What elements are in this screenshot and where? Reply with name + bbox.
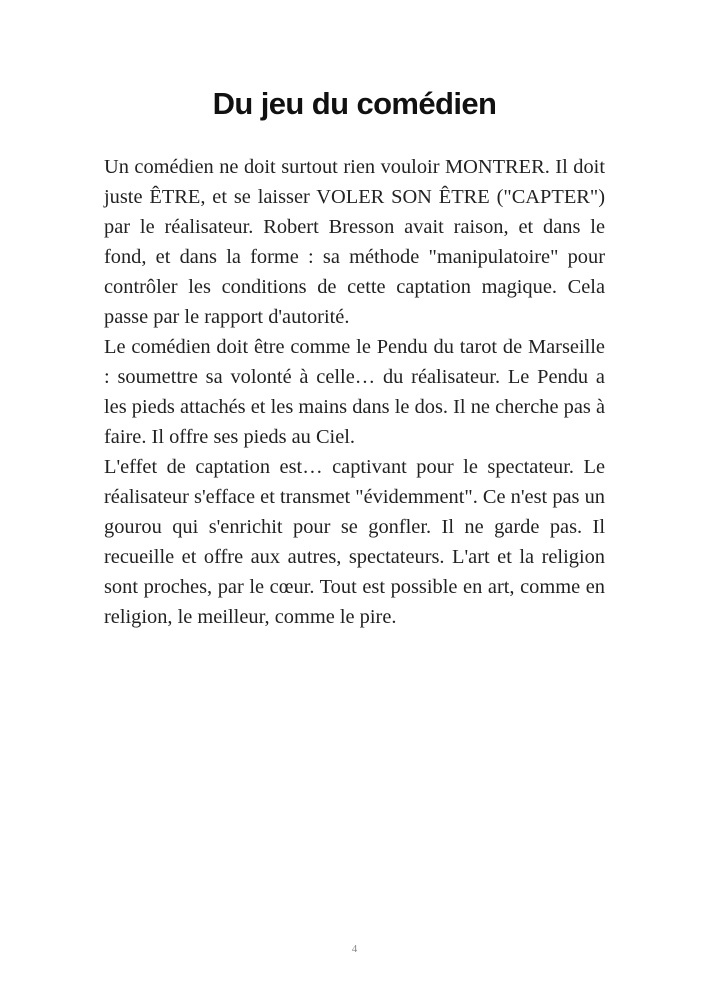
paragraph-2: Le comédien doit être comme le Pendu du tarot de Marseille : soumettre sa volonté à celle… du réalisateur. Le Pendu a les pieds attachés et les mains dans le dos. Il ne cherche pas à faire. Il offre ses pieds au Ciel. bbox=[104, 336, 605, 448]
page-number: 4 bbox=[351, 943, 358, 955]
body-text bbox=[104, 152, 605, 632]
page-title: Du jeu du comédien bbox=[212, 86, 497, 121]
paragraph-1: Un comédien ne doit surtout rien vouloir MONTRER. Il doit juste ÊTRE, et se laisser VOLER SON ÊTRE ("CAPTER") par le réalisateur. Robert Bresson avait raison, et dans le fond, et dans la forme : sa méthode "manipulatoire" pour contrôler les conditions de cette captation magique. Cela passe par le rapport d'autorité. bbox=[104, 156, 605, 328]
paragraph-3: L'effet de captation est… captivant pour le spectateur. Le réalisateur s'efface et transmet "évidemment". Ce n'est pas un gourou qui s'enrichit pour se gonfler. Il ne garde pas. Il recueille et offre aux autres, spectateurs. L'art et la religion sont proches, par le cœur. Tout est possible en art, comme en religion, le meilleur, comme le pire. bbox=[104, 456, 605, 628]
